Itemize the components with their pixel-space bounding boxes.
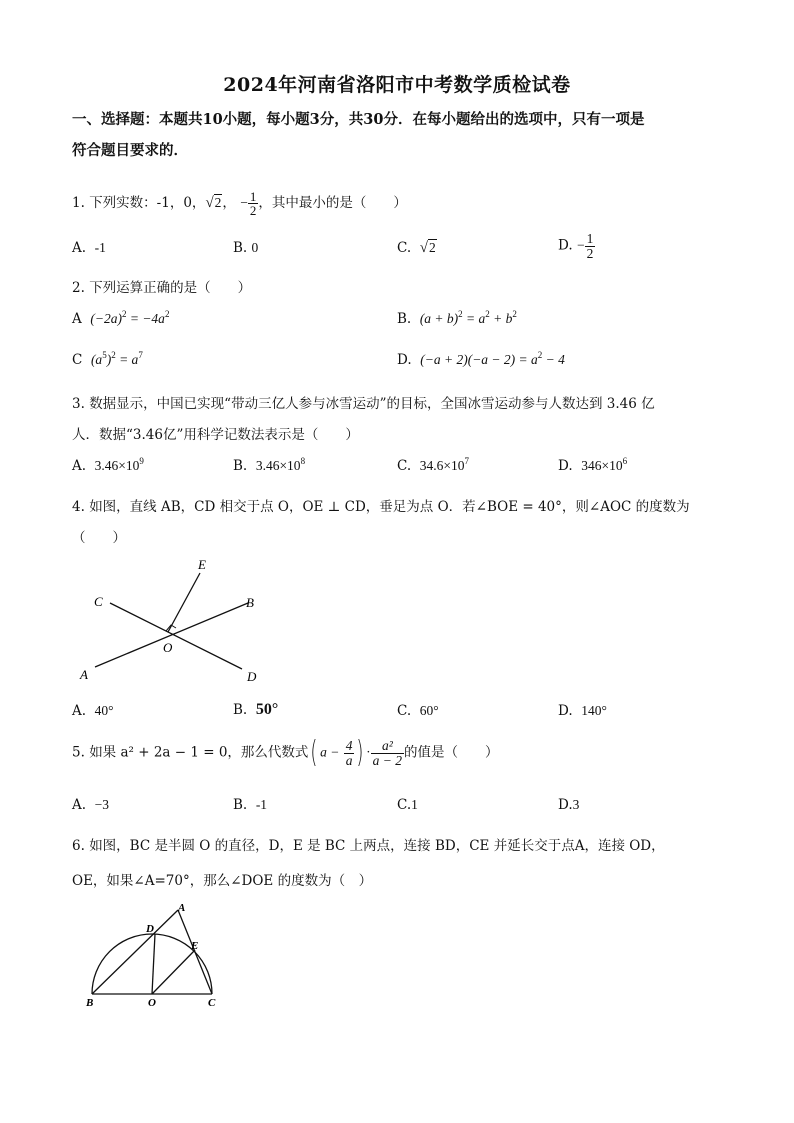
q5-option-b[interactable]: B. -1 bbox=[233, 797, 268, 813]
label-c: C bbox=[208, 997, 216, 1009]
q2-option-d[interactable]: D. $(-a + 2)(-a - 2) = a^2 - 4$ bbox=[397, 350, 565, 368]
label-e: E bbox=[198, 557, 206, 572]
q2-option-a[interactable]: A $(-2a)^2 = -4a^2$ bbox=[72, 309, 170, 327]
label-d: D bbox=[146, 923, 154, 935]
q1-option-c[interactable]: C. √2 bbox=[397, 240, 436, 256]
q3-option-c[interactable]: C. $34.6\times 10^7$ bbox=[397, 456, 469, 474]
label-e: E bbox=[191, 940, 199, 952]
question-4: 4. 如图，直线 AB，CD 相交于点 O，OE ⊥ CD，垂足为点 O．若∠BOE = 40°，则∠AOC 的度数为 bbox=[72, 499, 690, 515]
question-5: 5. 如果 a² + 2a − 1 = 0，那么代数式( a − $\frac{4}{a}$ ) · $\frac{\text{a²}}{a - 2}$ 的值是（ ） bbox=[72, 735, 499, 770]
q5-option-a[interactable]: A. −3 bbox=[72, 797, 110, 813]
page-title: 2024年河南省洛阳市中考数学质检试卷 bbox=[223, 74, 571, 96]
label-d: D bbox=[247, 669, 257, 684]
question-3: 3. 数据显示，中国已实现“带动三亿人参与冰雪运动”的目标，全国冰雪运动参与人数达到 3.46 亿 bbox=[72, 396, 655, 412]
section-heading: 一、选择题：本题共10小题，每小题3分，共30分．在每小题给出的选项中，只有一项是 bbox=[72, 111, 645, 128]
q1-option-b[interactable]: B. 0 bbox=[233, 240, 259, 256]
q5-option-c[interactable]: C.1 bbox=[397, 797, 418, 813]
question-6-cont: OE，如果∠A=70°，那么∠DOE 的度数为（ ） bbox=[72, 873, 373, 889]
q4-option-a[interactable]: A. 40° bbox=[72, 703, 114, 719]
label-c: C bbox=[94, 594, 103, 609]
segment-oe bbox=[152, 950, 195, 994]
q5-prefix: 如果 a² + 2a − 1 = 0，那么代数式 bbox=[89, 744, 309, 761]
q4-option-d[interactable]: D. 140° bbox=[558, 703, 607, 719]
question-4-cont: （ ） bbox=[72, 530, 126, 546]
q1-prefix: 下列实数：-1，0， bbox=[89, 195, 206, 211]
question-2: 2. 下列运算正确的是（ ） bbox=[72, 280, 252, 296]
q1-suffix: ，其中最小的是（ ） bbox=[258, 195, 407, 211]
question-6: 6. 如图，BC 是半圆 O 的直径，D，E 是 BC 上两点，连接 BD，CE 并延长交于点A，连接 OD， bbox=[72, 838, 665, 854]
q6-figure bbox=[80, 898, 230, 1010]
q4-option-c[interactable]: C. 60° bbox=[397, 703, 439, 719]
label-o: O bbox=[148, 997, 156, 1009]
q3-option-a[interactable]: A. $3.46\times 10^9$ bbox=[72, 456, 144, 474]
q3-option-b[interactable]: B. $3.46\times 10^8$ bbox=[233, 456, 306, 474]
ray-oe bbox=[168, 573, 200, 632]
q3-option-d[interactable]: D. $346\times 10^6$ bbox=[558, 456, 628, 474]
label-a: A bbox=[80, 667, 88, 682]
q1-option-a[interactable]: A. -1 bbox=[72, 240, 106, 256]
q1-sqrt-radicand: 2 bbox=[214, 195, 222, 210]
line-ab bbox=[95, 603, 248, 667]
segment-od bbox=[152, 934, 155, 994]
q4-figure bbox=[70, 555, 280, 690]
q2-option-b[interactable]: B. $(a + b)^2 = a^2 + b^2$ bbox=[397, 309, 517, 327]
q2-option-c[interactable]: C $(a^5)^2 = a^7$ bbox=[72, 350, 143, 368]
line-ca bbox=[178, 910, 212, 994]
label-a: A bbox=[178, 902, 186, 914]
q5-option-d[interactable]: D.3 bbox=[558, 797, 580, 813]
q4-option-b[interactable]: B. 50° bbox=[233, 701, 279, 718]
line-cd bbox=[110, 603, 242, 669]
label-o: O bbox=[163, 640, 173, 655]
label-b: B bbox=[86, 997, 94, 1009]
label-b: B bbox=[246, 595, 254, 610]
section-heading-cont: 符合题目要求的． bbox=[72, 142, 188, 159]
q1-option-d[interactable]: D. − $\frac{1}{2}$ bbox=[558, 231, 594, 261]
question-1: 1. 下列实数：-1，0，√2， − $\frac{1}{2}$ ，其中最小的是（ ） bbox=[72, 189, 407, 218]
question-3-cont: 人．数据“3.46亿”用科学记数法表示是（ ） bbox=[72, 427, 359, 443]
